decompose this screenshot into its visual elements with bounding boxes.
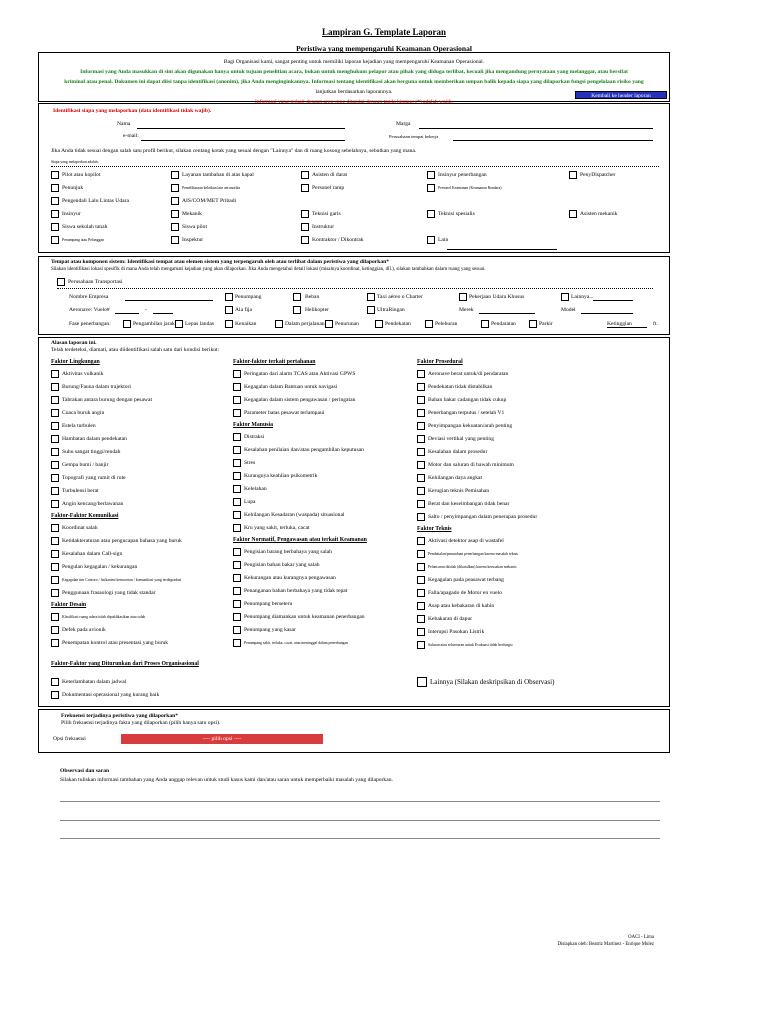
factor-label: Interupsi Pasokan Listrik bbox=[428, 629, 485, 635]
factor-group-heading: Faktor Normatif, Pengawasan atau terkait Keamanan bbox=[233, 537, 367, 543]
factor-checkbox[interactable] bbox=[417, 641, 425, 649]
location-section bbox=[38, 256, 670, 335]
factor-checkbox[interactable] bbox=[51, 370, 59, 378]
factor-checkbox[interactable] bbox=[51, 435, 59, 443]
factor-checkbox[interactable] bbox=[51, 500, 59, 508]
role-checkbox[interactable] bbox=[301, 223, 309, 231]
factor-checkbox[interactable] bbox=[417, 500, 425, 508]
factor-checkbox[interactable] bbox=[417, 370, 425, 378]
role-label: Pemeliharaan kelaikan lain aeronotika bbox=[182, 186, 241, 190]
factor-label: Burung/Fauna dalam trajektori bbox=[62, 384, 131, 390]
role-label: Instruktur bbox=[312, 224, 335, 230]
factor-checkbox[interactable] bbox=[233, 639, 241, 647]
factor-checkbox[interactable] bbox=[417, 461, 425, 469]
factor-label: Motor dan saluran di bawah minimum bbox=[428, 462, 514, 468]
factor-label: Lupa bbox=[244, 499, 256, 505]
phase-label: Pengambilan jarak bbox=[133, 321, 175, 327]
factor-checkbox[interactable] bbox=[51, 383, 59, 391]
page-subtitle: Peristiwa yang mempengaruhi Keamanan Operasional bbox=[296, 44, 472, 53]
factor-label: Defek pada avionik bbox=[62, 627, 106, 633]
factor-label: Aeronave berat untuk/di pendaratan bbox=[428, 371, 509, 377]
role-checkbox[interactable] bbox=[171, 210, 179, 218]
role-label: Asisten di darat bbox=[312, 172, 348, 178]
factor-label: Angin kencang/berlawanan bbox=[62, 501, 124, 507]
role-label: Personel ramp bbox=[312, 185, 345, 191]
role-checkbox[interactable] bbox=[569, 210, 577, 218]
helicopter-label: Helikopter bbox=[305, 307, 329, 313]
factor-label: Saluran atau seluncuran untuk Evakuasi tidak berfungsi bbox=[428, 643, 513, 647]
others-label: Lainnya... bbox=[571, 294, 594, 300]
factor-label: Bahan bakar cadangan tidak cukup bbox=[428, 397, 507, 403]
role-checkbox[interactable] bbox=[171, 223, 179, 231]
factor-label: Gempa bumi / banjir bbox=[62, 462, 109, 468]
role-checkbox[interactable] bbox=[301, 236, 309, 244]
reasons-section bbox=[38, 337, 670, 707]
factor-checkbox[interactable] bbox=[417, 615, 425, 623]
page-title: Lampiran G. Template Laporan bbox=[321, 27, 447, 37]
observations-heading: Observasi dan saran bbox=[60, 768, 110, 774]
role-checkbox[interactable] bbox=[427, 171, 435, 179]
role-label: Lain bbox=[438, 237, 449, 243]
factor-group-heading: Faktor Manusia bbox=[233, 422, 273, 428]
factor-label: Penumpang sakit, terluka, cacat, atau meninggal dalam penerbangan bbox=[244, 641, 348, 645]
factor-checkbox[interactable] bbox=[233, 370, 241, 378]
role-label: Pilot atau kopilot bbox=[62, 172, 101, 178]
factor-label: Pengisian barang berbahaya yang salah bbox=[244, 549, 332, 555]
email-field[interactable] bbox=[141, 140, 345, 141]
phase-label: Parkir bbox=[539, 321, 553, 327]
factor-label: Penggunaan frasaologi yang tidak standar bbox=[62, 590, 156, 596]
phase-checkbox[interactable] bbox=[123, 320, 131, 328]
special-work-label: Pekerjaan Udara Khusus bbox=[469, 294, 525, 300]
phase-checkbox[interactable] bbox=[529, 320, 537, 328]
role-checkbox[interactable] bbox=[51, 197, 59, 205]
role-label: Insinyur bbox=[62, 211, 81, 217]
factor-checkbox[interactable] bbox=[417, 487, 425, 495]
frequency-heading: Frekuensi terjadinya peristiwa yang dilaporkan* bbox=[61, 713, 179, 719]
company-field[interactable] bbox=[453, 140, 653, 141]
cargo-label: Beban bbox=[305, 294, 320, 300]
identification-heading: Identifikasi siapa yang melaporkan (data identifikasi tidak wajib). bbox=[53, 108, 212, 114]
factor-checkbox[interactable] bbox=[417, 628, 425, 636]
cargo-checkbox[interactable] bbox=[293, 293, 301, 301]
org-factor-label: Keterlambatan dalam jadwal bbox=[62, 679, 127, 685]
factor-label: Penumpang yang kasar bbox=[244, 627, 296, 633]
factor-label: Pembatalan/penundaan penerbangan karena masalah teknis bbox=[428, 552, 519, 556]
factor-group-heading: Faktor Teknis bbox=[417, 526, 452, 532]
factor-label: Falla/apagado de Motor en vuelo bbox=[428, 590, 502, 596]
reasons-instruction: Telah terdeteksi, diamati, atau diidentifikasi salah satu dari kondisi berikut: bbox=[51, 347, 220, 353]
observation-line[interactable] bbox=[60, 801, 660, 802]
name-field[interactable] bbox=[137, 128, 345, 129]
location-instruction: Silakan identifikasi lokasi spesifik di mana Anda telah mengamati kejadian yang akan dilaporkan. Jika Anda mengetahui detail lokasi (misalnya koordinat, ketinggian, dll.), silakan tambahkan dalam ruang yang sesuai. bbox=[51, 267, 486, 272]
factor-checkbox[interactable] bbox=[233, 498, 241, 506]
factor-checkbox[interactable] bbox=[417, 602, 425, 610]
location-heading: Tempat atau komponen sistem: Identifikasi tempat atau elemen sistem yang terpengaruh oleh atau terlibat dalam peristiwa yang dilaporkan* bbox=[51, 259, 390, 265]
factor-checkbox[interactable] bbox=[51, 461, 59, 469]
flight-suffix-field[interactable] bbox=[153, 313, 173, 314]
factor-label: Kelelahan bbox=[244, 486, 267, 492]
factor-checkbox[interactable] bbox=[51, 422, 59, 430]
factor-group-heading: Faktor-faktor terkait pertahanan bbox=[233, 359, 316, 365]
role-label: Teknisi garis bbox=[312, 211, 341, 217]
role-checkbox[interactable] bbox=[51, 210, 59, 218]
company-name-label: Nombre Empresa bbox=[69, 294, 109, 300]
org-factor-checkbox[interactable] bbox=[51, 691, 59, 699]
factor-checkbox[interactable] bbox=[417, 383, 425, 391]
factor-checkbox[interactable] bbox=[233, 485, 241, 493]
factor-label: Estela turbulen bbox=[62, 423, 96, 429]
factor-label: Kegagalan tim Contoro / fisikasimi kemacetan / komunikasi yang terdegradasi bbox=[62, 578, 182, 582]
flight-field[interactable] bbox=[115, 313, 139, 314]
factor-label: Kesalahan dalam Call-sign bbox=[62, 551, 123, 557]
phase-label: Pendaratan bbox=[491, 321, 516, 327]
factor-label: Stres bbox=[244, 460, 256, 466]
identification-section bbox=[38, 103, 670, 253]
role-checkbox[interactable] bbox=[427, 184, 435, 192]
role-checkbox[interactable] bbox=[427, 210, 435, 218]
phase-label: Lepas landas bbox=[185, 321, 215, 327]
factor-checkbox[interactable] bbox=[51, 448, 59, 456]
role-label: AIS/COM/MET Pribadi bbox=[182, 198, 237, 204]
factor-label: Penempatan kontrol atau presentasi yang buruk bbox=[62, 640, 169, 646]
factor-label: Aktivitas vulkanik bbox=[62, 371, 104, 377]
transport-company-checkbox[interactable] bbox=[57, 278, 65, 286]
org-factor-label: Dokumentasi operasional yang kurang baik bbox=[62, 692, 160, 698]
factor-label: Penumpang berseteru bbox=[244, 601, 293, 607]
intro-box bbox=[38, 52, 670, 105]
factor-checkbox[interactable] bbox=[417, 563, 425, 571]
intro-line: Bagi Organisasi kami, sangat penting untuk memiliki laporan kejadian yang mempengaruhi Keamanan Operasional. bbox=[223, 59, 485, 65]
factor-checkbox[interactable] bbox=[233, 511, 241, 519]
factor-label: Berat dan keseimbangan tidak benar bbox=[428, 501, 510, 507]
intro-green-2: kriminal atau penal. Dokumen ini dapat diisi tanpa identifikasi (anonim), jika Anda menginginkannya. Informasi tentang identifikasi akan berguna untuk memberikan umpan balik kepada siapa yang dilaporkan fungsi pengelolaan risiko yang bbox=[64, 79, 644, 85]
factor-group-heading: Faktor Prosedural bbox=[417, 359, 463, 365]
factor-checkbox[interactable] bbox=[51, 589, 59, 597]
factor-label: Deviasi vertikal yang penting bbox=[428, 436, 495, 442]
factor-checkbox[interactable] bbox=[51, 524, 59, 532]
other-role-field[interactable] bbox=[447, 249, 557, 250]
factor-label: Kesalahan dalam prosedur bbox=[428, 449, 488, 455]
factor-checkbox[interactable] bbox=[417, 422, 425, 430]
factor-checkbox[interactable] bbox=[417, 448, 425, 456]
factor-label: Kerugian teknis Pemisahan bbox=[428, 488, 490, 494]
fixed-wing-checkbox[interactable] bbox=[225, 306, 233, 314]
factor-checkbox[interactable] bbox=[233, 409, 241, 417]
factor-label: Kegagalan pada peasawat terbang bbox=[428, 577, 504, 583]
factor-checkbox[interactable] bbox=[233, 561, 241, 569]
factor-label: Pendekatan tidak distabilkan bbox=[428, 384, 493, 390]
role-label: Layanan tambahan di atas kapal bbox=[182, 172, 254, 178]
factor-checkbox[interactable] bbox=[233, 383, 241, 391]
transport-company-label: Perusahaan Transportasi bbox=[68, 279, 123, 285]
brand-field[interactable] bbox=[479, 313, 535, 314]
phase-label: Dalam perjalanan bbox=[285, 321, 325, 327]
identification-instruction: Jika Anda tidak sesuai dengan salah satu profil berikut, silakan centang kotak yang sesuai dengan "Lainnya" dan di ruang kosong sebelahnya, sebutkan yang mana. bbox=[51, 148, 417, 154]
factor-checkbox[interactable] bbox=[417, 435, 425, 443]
factor-checkbox[interactable] bbox=[417, 396, 425, 404]
role-checkbox[interactable] bbox=[301, 184, 309, 192]
factor-label: Tabrakan antara burung dengan pesawat bbox=[62, 397, 152, 403]
factor-label: Kebakaran di dapur bbox=[428, 616, 473, 622]
role-label: Teknisi spesialis bbox=[438, 211, 475, 217]
role-label: PenyDispatcher bbox=[580, 172, 616, 178]
frequency-instruction: Pilih frekuensi terjadinya fakta yang dilaporkan (pilih hanya satu opsi). bbox=[61, 720, 221, 726]
factor-checkbox[interactable] bbox=[51, 639, 59, 647]
altitude-unit: ft. bbox=[653, 321, 658, 327]
role-checkbox[interactable] bbox=[171, 236, 179, 244]
footer-org: OACI - Lima bbox=[628, 935, 654, 940]
factor-label: Kurangnya keahlian psikometrik bbox=[244, 473, 318, 479]
role-checkbox[interactable] bbox=[427, 236, 435, 244]
role-label: Inspektur bbox=[182, 237, 204, 243]
phase-label: Penurunan bbox=[335, 321, 359, 327]
role-label: Pengendali Lalu Lintas Udara bbox=[62, 198, 129, 204]
passenger-label: Penumpang bbox=[235, 294, 262, 300]
taxi-label: Taxi aéreo o Charter bbox=[377, 294, 423, 300]
factor-label: Penerbangan terputus / setelah V1 bbox=[428, 410, 505, 416]
phase-checkbox[interactable] bbox=[325, 320, 333, 328]
helicopter-checkbox[interactable] bbox=[293, 306, 301, 314]
intro-line-4: lanjutkan berdasarkan laporannya. bbox=[315, 89, 393, 95]
factor-label: Distraksi bbox=[244, 434, 265, 440]
phase-label: Peleburan bbox=[435, 321, 458, 327]
factor-checkbox[interactable] bbox=[417, 474, 425, 482]
factor-checkbox[interactable] bbox=[233, 459, 241, 467]
company-name-field[interactable] bbox=[125, 300, 213, 301]
factor-label: Kekurangan atau kurangnya pengawasan bbox=[244, 575, 336, 581]
model-field[interactable] bbox=[581, 313, 633, 314]
others-checkbox[interactable] bbox=[561, 293, 569, 301]
role-checkbox[interactable] bbox=[51, 223, 59, 231]
back-to-header-button[interactable]: Kembali ke header laporan bbox=[575, 91, 667, 99]
factor-label: Kegagalan dalam sistem pengawasan / peringatan bbox=[244, 397, 356, 403]
observations-section bbox=[38, 756, 670, 848]
role-checkbox[interactable] bbox=[51, 171, 59, 179]
factor-checkbox[interactable] bbox=[233, 472, 241, 480]
factor-label: Penanganan bahan berbahaya yang tidak tepat bbox=[244, 588, 348, 594]
phase-checkbox[interactable] bbox=[375, 320, 383, 328]
factor-checkbox[interactable] bbox=[51, 626, 59, 634]
observation-line[interactable] bbox=[60, 820, 660, 821]
org-factor-checkbox[interactable] bbox=[51, 678, 59, 686]
role-label: Siswa pilot bbox=[182, 224, 208, 230]
role-label: Personel Keamanan (Keamanan Bandara) bbox=[438, 186, 502, 190]
factor-checkbox[interactable] bbox=[51, 487, 59, 495]
factor-checkbox[interactable] bbox=[51, 396, 59, 404]
role-checkbox[interactable] bbox=[569, 171, 577, 179]
intro-green-1: Informasi yang Anda masukkan di sini akan digunakan hanya untuk tujuan penelitian acara, bukan untuk menghukum pelapor atau pihak yang diduga terlibat, kecuali jika mengandung pernyataan yang melanggar, atau bersifat bbox=[80, 69, 628, 75]
surname-field[interactable] bbox=[419, 128, 653, 129]
factor-checkbox[interactable] bbox=[417, 576, 425, 584]
factor-checkbox[interactable] bbox=[233, 446, 241, 454]
role-label: Asisten mekanik bbox=[580, 211, 618, 217]
divider bbox=[57, 288, 653, 289]
fixed-wing-label: Ala fija bbox=[235, 307, 252, 313]
observation-line[interactable] bbox=[60, 838, 660, 839]
phase-label: Fase penerbangan: bbox=[69, 321, 111, 327]
phase-label: Pendekatan bbox=[385, 321, 411, 327]
factor-group-heading: Faktor Desain bbox=[51, 602, 87, 608]
role-label: Penumpang atau Pelanggan bbox=[62, 238, 104, 242]
factor-label: Penyimpangan kekuatan/arah penting bbox=[428, 423, 513, 429]
taxi-checkbox[interactable] bbox=[367, 293, 375, 301]
factor-label: Kehilangan Kesadaran (waspada) situasional bbox=[244, 512, 345, 518]
factor-label: Peringatan dari alarm TCAS atau Aktivasi GPWS bbox=[244, 371, 356, 377]
dash: - bbox=[145, 307, 147, 313]
reasons-heading: Alasan laporan ini. bbox=[51, 340, 97, 346]
factor-label: Cuaca buruk angin bbox=[62, 410, 105, 416]
frequency-select[interactable]: ---- pilih opsi ---- bbox=[121, 734, 323, 744]
factor-label: Asap atau kebakaran di kabin bbox=[428, 603, 495, 609]
factor-label: Salto / penyimpangan dalam penerapan prosedur bbox=[428, 514, 538, 520]
role-checkbox[interactable] bbox=[51, 184, 59, 192]
factor-checkbox[interactable] bbox=[417, 550, 425, 558]
role-checkbox[interactable] bbox=[301, 171, 309, 179]
factor-checkbox[interactable] bbox=[417, 409, 425, 417]
observations-instruction: Silakan tuliskan informasi tambahan yang Anda anggap relevan untuk studi kasus kami dan/atau saran untuk memperbaiki masalah yang dilaporkan. bbox=[60, 777, 393, 783]
factor-checkbox[interactable] bbox=[417, 589, 425, 597]
factor-checkbox[interactable] bbox=[233, 433, 241, 441]
role-checkbox[interactable] bbox=[171, 197, 179, 205]
factor-label: Klasifikasi ruang udara tidak dipublikasikan atau salah bbox=[62, 615, 146, 619]
factor-checkbox[interactable] bbox=[51, 563, 59, 571]
factor-checkbox[interactable] bbox=[51, 550, 59, 558]
factor-label: Kru yang sakit, terluka, cacat bbox=[244, 525, 310, 531]
factor-label: Penumpang diamankan untuk keamanan penerbangan bbox=[244, 614, 365, 620]
other-reason-checkbox[interactable] bbox=[417, 677, 427, 687]
phase-checkbox[interactable] bbox=[275, 320, 283, 328]
factor-checkbox[interactable] bbox=[417, 513, 425, 521]
surname-label: Marga bbox=[396, 121, 411, 127]
factor-label: Kesalahan penilaian dan/atau pengambilan keputusan bbox=[244, 447, 364, 453]
factor-label: Koordinat salah bbox=[62, 525, 98, 531]
aircraft-label: Aeronave: Vuelo# bbox=[69, 307, 110, 313]
brand-label: Merek bbox=[459, 307, 474, 313]
factor-label: Kegagalan dalam Bantuan untuk navigasi bbox=[244, 384, 338, 390]
factor-checkbox[interactable] bbox=[51, 576, 59, 584]
factor-checkbox[interactable] bbox=[51, 474, 59, 482]
factor-label: Topografi yang rumit di rute bbox=[62, 475, 126, 481]
company-label: Perusahaan tempat bekerja bbox=[389, 134, 439, 139]
factor-checkbox[interactable] bbox=[233, 600, 241, 608]
factor-label: Hambatan dalam pendekatan bbox=[62, 436, 127, 442]
factor-checkbox[interactable] bbox=[233, 574, 241, 582]
altitude-label: Ketinggian bbox=[607, 321, 632, 327]
phase-label: Kenaikan bbox=[235, 321, 257, 327]
role-label: Kontraktor / Dikontrak bbox=[312, 237, 364, 243]
factor-label: Suhu sangat tinggi/rendah bbox=[62, 449, 121, 455]
divider bbox=[51, 166, 659, 167]
others-field[interactable] bbox=[593, 300, 633, 301]
frequency-section bbox=[38, 709, 670, 753]
factor-label: Turbulensi berat bbox=[62, 488, 99, 494]
role-checkbox[interactable] bbox=[51, 236, 59, 244]
factor-label: Pelancaran ditolak (dibatalkan) karena kerusakan mekanis bbox=[428, 565, 517, 569]
factor-checkbox[interactable] bbox=[233, 626, 241, 634]
org-factors-heading: Faktor-Faktor yang Diturunkan dari Proses Organisasional bbox=[51, 661, 199, 667]
factor-checkbox[interactable] bbox=[51, 613, 59, 621]
model-label: Model bbox=[561, 307, 576, 313]
footer-author: Disiapkan oleh: Beatriz Martinez - Enrique Mulez bbox=[557, 942, 654, 947]
factor-checkbox[interactable] bbox=[233, 613, 241, 621]
passenger-checkbox[interactable] bbox=[225, 293, 233, 301]
ultralight-label: UltraRingan bbox=[377, 307, 405, 313]
role-checkbox[interactable] bbox=[301, 210, 309, 218]
other-reason-label: Lainnya (Silakan deskripsikan di Observasi) bbox=[430, 678, 555, 686]
name-label: Nama bbox=[117, 121, 131, 127]
factor-label: Ketidakteraturan atau pengucapan bahasa yang buruk bbox=[62, 538, 182, 544]
phase-checkbox[interactable] bbox=[425, 320, 433, 328]
factor-checkbox[interactable] bbox=[233, 548, 241, 556]
factor-label: Pengulan kegagalan / kekurangan bbox=[62, 564, 138, 570]
factor-label: Kehilangan daya angkat bbox=[428, 475, 483, 481]
factor-checkbox[interactable] bbox=[51, 537, 59, 545]
ultralight-checkbox[interactable] bbox=[367, 306, 375, 314]
factor-label: Pengisian bahan bakar yang salah bbox=[244, 562, 320, 568]
required-note: Informasi yang terkait dengan area yang ditandai dengan tanda bintang (*) adalah wajib. bbox=[254, 99, 454, 105]
role-label: Mekanik bbox=[182, 211, 202, 217]
factor-checkbox[interactable] bbox=[233, 587, 241, 595]
factor-label: Aktivasi detektor asap di wastafel bbox=[428, 538, 504, 544]
factor-checkbox[interactable] bbox=[417, 537, 425, 545]
factor-label: Parameter batas pesawat terlampaui bbox=[244, 410, 325, 416]
role-label: Siswa sekolah tanah bbox=[62, 224, 108, 230]
role-label: Insinyur penerbangan bbox=[438, 172, 487, 178]
phase-checkbox[interactable] bbox=[225, 320, 233, 328]
who-label: Siapa yang melaporkan adalah: bbox=[51, 160, 99, 164]
phase-checkbox[interactable] bbox=[175, 320, 183, 328]
factor-checkbox[interactable] bbox=[51, 409, 59, 417]
role-checkbox[interactable] bbox=[171, 184, 179, 192]
special-work-checkbox[interactable] bbox=[459, 293, 467, 301]
email-label: e-mail: bbox=[123, 133, 139, 139]
role-label: Penunjuk bbox=[62, 185, 84, 191]
frequency-label: Opsi frekuensi bbox=[53, 736, 86, 742]
footer bbox=[558, 934, 654, 948]
altitude-field[interactable] bbox=[607, 327, 647, 328]
factor-group-heading: Faktor-Faktor Komunikasi bbox=[51, 513, 119, 519]
factor-checkbox[interactable] bbox=[233, 524, 241, 532]
phase-checkbox[interactable] bbox=[481, 320, 489, 328]
factor-checkbox[interactable] bbox=[233, 396, 241, 404]
role-checkbox[interactable] bbox=[171, 171, 179, 179]
factor-group-heading: Faktor Lingkungan bbox=[51, 359, 100, 365]
